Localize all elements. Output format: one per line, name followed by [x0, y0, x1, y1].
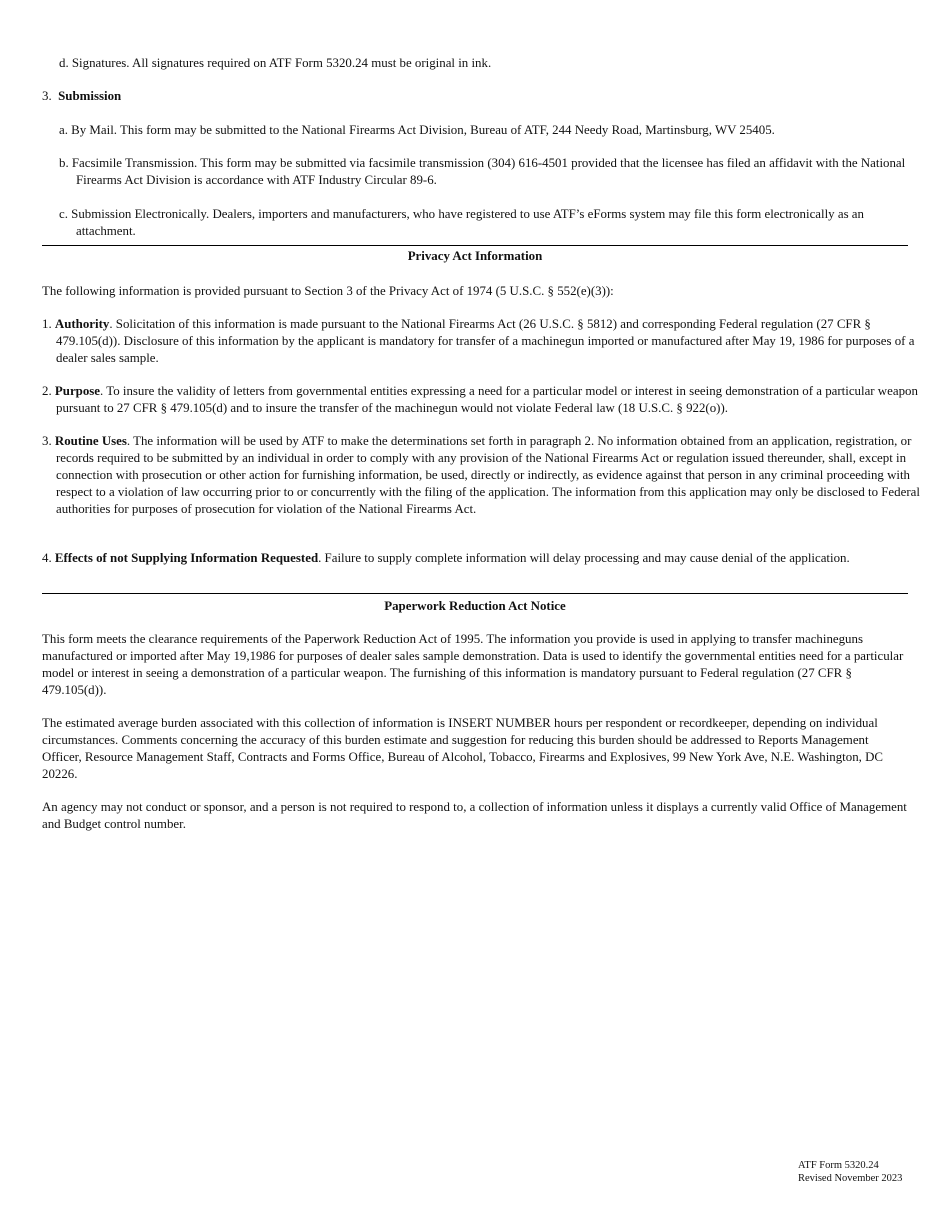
instruction-item-d: d. Signatures. All signatures required on ATF Form 5320.24 must be original in ink. [59, 56, 492, 70]
paperwork-paragraph-2: The estimated average burden associated with this collection of information is INSERT NUMBER hours per respondent or recordkeeper, depending on individual circumstances. Comments concerning the accuracy of this burden estimate and suggestion for reducing this burden should be addressed to Reports Management Officer, Resource Management Staff, Contracts and Forms Office, Bureau of Alcohol, Tobacco, Firearms and Explosives, 99 New York Ave, N.E. Washington, DC 20226. [42, 716, 884, 781]
item-title: Routine Uses [54, 434, 127, 448]
paperwork-paragraph-3: An agency may not conduct or sponsor, and a person is not required to respond to, a collection of information unless it displays a currently valid Office of Management and Budget control number. [42, 800, 907, 831]
section-3-title: Submission [58, 89, 122, 103]
form-footer [798, 1160, 902, 1185]
item-text: . To insure the validity of letters from governmental entities expressing a need for a particular model or interest in seeing demonstration of a particular weapon pursuant to 27 CFR § 479.105(d) and to insure the transfer of the machinegun would not violate Federal law (18 U.S.C. § 922(o)). [56, 384, 918, 415]
paperwork-act-heading: Paperwork Reduction Act Notice [384, 599, 566, 613]
item-title: Purpose [54, 384, 101, 398]
section-divider [42, 593, 908, 594]
privacy-act-heading: Privacy Act Information [407, 249, 543, 263]
privacy-intro: The following information is provided pursuant to Section 3 of the Privacy Act of 1974 (5 U.S.C. § 552(e)(3)): [42, 284, 614, 298]
privacy-item-authority [42, 316, 922, 367]
item-title: Effects of not Supplying Information Requested [54, 551, 319, 565]
item-number: 3. [42, 434, 52, 448]
privacy-item-effects [42, 550, 922, 567]
instruction-item-b: b. Facsimile Transmission. This form may be submitted via facsimile transmission (304) 616-4501 provided that the licensee has filed an affidavit with the National Firearms Act Division is accordance with ATF Industry Circular 89-6. [59, 156, 906, 187]
item-text: . Failure to supply complete information will delay processing and may cause denial of the application. [318, 551, 850, 565]
item-text: . The information will be used by ATF to make the determinations set forth in paragraph 2. No information obtained from an application, registration, or records required to be submitted by an individual in order to comply with any provision of the National Firearms Act or regulation issued thereunder, shall, except in connection with prosecution or other action for furnishing information, be used, directly or indirectly, as evidence against that person in any criminal proceeding with respect to a violation of law occurring prior to or concurrently with the filing of the application. The information from this application may only be disclosed to Federal authorities for purposes of prosecution for violation of the National Firearms Act. [56, 434, 920, 516]
section-3-number: 3. [42, 89, 52, 103]
form-name: ATF Form 5320.24 [798, 1160, 879, 1171]
item-number: 2. [42, 384, 52, 398]
privacy-item-purpose [42, 383, 922, 417]
section-divider [42, 245, 908, 246]
item-number: 4. [42, 551, 52, 565]
item-number: 1. [42, 317, 52, 331]
paperwork-paragraph-1: This form meets the clearance requirements of the Paperwork Reduction Act of 1995. The information you provide is used in applying to transfer machineguns manufactured or imported after May 19,1986 for purposes of dealer sales sample demonstration. Data is used to identify the governmental entities need for a particular model or interest in seeing a demonstration of a particular weapon. The furnishing of this information is mandatory pursuant to Federal regulation (27 CFR § 479.105(d)). [42, 632, 904, 697]
revision-date: Revised November 2023 [798, 1172, 903, 1184]
privacy-item-routine-uses [42, 433, 922, 518]
item-text: . Solicitation of this information is made pursuant to the National Firearms Act (26 U.S.C. § 5812) and corresponding Federal regulation (27 CFR § 479.105(d)). Disclosure of this information by the applicant is mandatory for transfer of a machinegun imported or manufactured after May 19, 1986 for purposes of a dealer sales sample. [56, 317, 915, 365]
instruction-item-c: c. Submission Electronically. Dealers, importers and manufacturers, who have registered to use ATF’s eForms system may file this form electronically as an attachment. [59, 207, 864, 238]
item-title: Authority [54, 317, 110, 331]
section-3-heading [42, 88, 908, 105]
instruction-item-a: a. By Mail. This form may be submitted to the National Firearms Act Division, Bureau of ATF, 244 Needy Road, Martinsburg, WV 25405. [59, 123, 775, 137]
